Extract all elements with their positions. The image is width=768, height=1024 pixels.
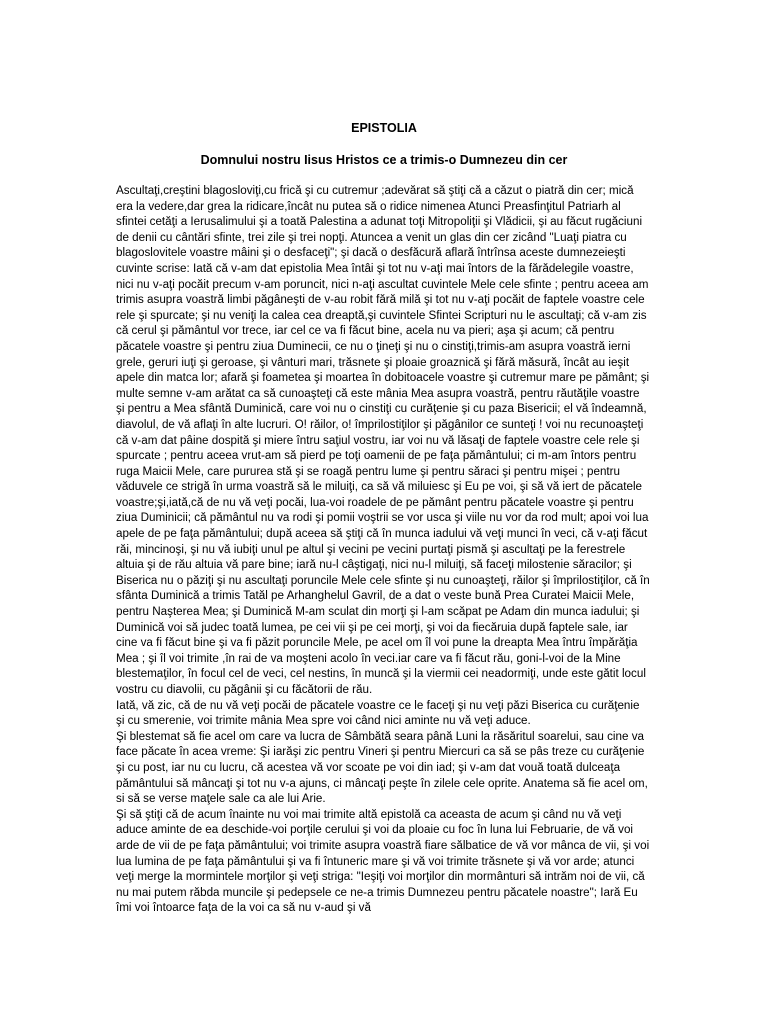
document-body [116, 183, 650, 916]
paragraph-1: Ascultaţi,creştini blagosloviţi,cu frică şi cu cutremur ;adevărat să ştiţi că a căzut o piatră din cer; mică era la vedere,dar grea la ridicare,încât nu putea să o ridice nimenea Atunci Preasfinţitul Patriarh al sfintei cetăţi a Ierusalimului şi a toată Palestina a adunat toţi Mitropoliţii şi Vlădicii, şi au făcut rugăciuni de denii cu cântări sfinte, trei zile şi trei nopţi. Atuncea a venit un glas din cer zicând "Luaţi piatra cu blagoslovitele voastre mâini şi o desfaceţi"; şi dacă o desfăcură aflară întrînsa aceste dumnezeieşti cuvinte scrise: Iată că v-am dat epistolia Mea întâi şi tot nu v-aţi mai întors de la fărădelegile voastre, nici nu v-aţi pocăit precum v-am poruncit, nici n-aţi ascultat cuvintele Mele cele sfinte ; pentru aceea am trimis asupra voastră limbi păgâneşti de v-au robit fără milă şi tot nu v-aţi pocăit de faptele voastre cele rele şi spurcate; şi nu veniţi la calea cea dreaptă,şi cuvintele Sfintei Scripturi nu le ascultaţi; că v-am zis că cerul şi pământul vor trece, iar cel ce va fi făcut bine, acela nu va pieri; aşa şi acum; că pentru păcatele voastre şi pentru ziua Duminecii, ce nu o ţineţi şi nu o cinstiţi,trimis-am asupra voastră ierni grele, geruri iuţi şi geroase, şi vânturi mari, trăsnete şi ploaie groaznică şi fără măsură, încât au ieşit apele din matca lor; afară şi foametea şi moartea în dobitoacele voastre şi cutremur mare pe pământ; şi multe semne v-am arătat ca să cunoaşteţi că este mânia Mea asupra voastră, pentru răutăţile voastre şi pentru a Mea sfântă Duminică, care voi nu o cinstiţi cu curăţenie şi cu paza Bisericii; el vă îndeamnă, diavolul, de vă aflaţi în alte lucruri. O! răilor, o! împrilostiţilor şi păgânilor ce sunteţi ! voi nu recunoaşteţi că v-am dat pâine dospită şi miere întru saţiul vostru, iar voi nu vă lăsaţi de faptele voastre cele rele şi spurcate ; pentru aceea vrut-am să pierd pe toţi oamenii de pe faţa pământului; ci m-am întors pentru ruga Maicii Mele, care pururea stă şi se roagă pentru lume şi pentru săraci şi pentru mişei ; pentru văduvele ce strigă în urma voastră să le miluiţi, ca să vă miluiesc şi Eu pe voi, şi să vă iert de păcatele voastre;şi,iată,că de nu vă veţi pocăi, lua-voi roadele de pe pământ pentru păcatele voastre şi pentru ziua Duminicii; că pământul nu va rodi şi pomii voştrii se vor usca şi viile nu vor da rod mult; apoi voi lua apele de pe faţa pământului; după aceea să ştiţi că în munca iadului vă veţi munci în veci, că v-aţi făcut răi, mincinoşi, şi nu vă iubiţi unul pe altul şi vecini pe vecini purtaţi pismă şi ascultaţi pe la ferestrele altuia şi de rău altuia vă pare bine; iară nu-l câştigaţi, nici nu-l miluiţi, să faceţi milostenie săracilor; şi Biserica nu o păziţi şi nu ascultaţi poruncile Mele cele sfinte şi nu cunoaşteţi, răilor şi împrilostiţilor, că în sfânta Duminică a trimis Tatăl pe Arhanghelul Gavril, de a dat o veste bună Prea Curatei Maicii Mele, pentru Naşterea Mea; şi Duminică M-am sculat din morţi şi l-am scăpat pe Adam din munca iadului; şi Duminică voi să judec toată lumea, pe cei vii şi pe cei morţi, şi voi da fiecăruia după faptele sale, iar cine va fi făcut bine şi va fi păzit poruncile Mele, pe acel om îl voi pune la dreapta Mea întru împărăţia Mea ; şi îl voi trimite ,în rai de va moşteni acolo în veci.iar care va fi făcut rău, goni-l-voi de la Mine blestemaţilor, în focul cel de veci, cel nestins, în muncă şi la viermii cei neadormiţi, unde este gătit locul vostru cu diavolii, cu păgânii şi cu făcătorii de rău. [116, 184, 650, 696]
paragraph-2: Iată, vă zic, că de nu vă veţi pocăi de păcatele voastre ce le faceţi şi nu veţi păzi Biserica cu curăţenie şi cu smerenie, voi trimite mânia Mea spre voi când nici aminte nu vă veţi aduce. [116, 698, 640, 728]
paragraph-4: Şi să ştiţi că de acum înainte nu voi mai trimite altă epistolă ca aceasta de acum şi când nu vă veţi aduce aminte de ea deschide-voi porţile cerului şi voi da ploaie cu foc în luna lui Februarie, de vă voi arde de vii de pe faţa pământului; voi trimite asupra voastră fiare sălbatice de vă vor mânca de vii, şi voi lua lumina de pe faţa pământului şi va fi întuneric mare şi vă voi trimite trăsnete şi vă vor arde; atunci veţi merge la mormintele morţilor şi veţi striga: "Ieşiţi voi morţilor din mormânturi să intrăm noi de vii, că nu mai putem răbda muncile şi pedepsele ce ne-a trimis Dumnezeu pentru păcatele noastre"; Iară Eu îmi voi întoarce faţa de la voi ca să nu v-aud şi vă [116, 807, 650, 915]
document-title: EPISTOLIA [351, 121, 417, 135]
document-subtitle: Domnului nostru Iisus Hristos ce a trimis-o Dumnezeu din cer [200, 153, 568, 167]
paragraph-3: Şi blestemat să fie acel om care va lucra de Sâmbătă seara până Luni la răsăritul soarelui, sau cine va face păcate în acea vreme: Şi iarăşi zic pentru Vineri şi pentru Miercuri ca să se pâs treze cu curăţenie şi cu post, iar nu cu lucru, că acestea vă vor scoate pe voi din iad; şi v-am dat vouă toată dulceaţa pământului să mâncaţi şi tot nu v-a ajuns, ci mâncaţi peşte în zilele cele oprite. Anatema să fie acel om, si să se verse maţele sale ca ale lui Arie. [116, 729, 648, 806]
